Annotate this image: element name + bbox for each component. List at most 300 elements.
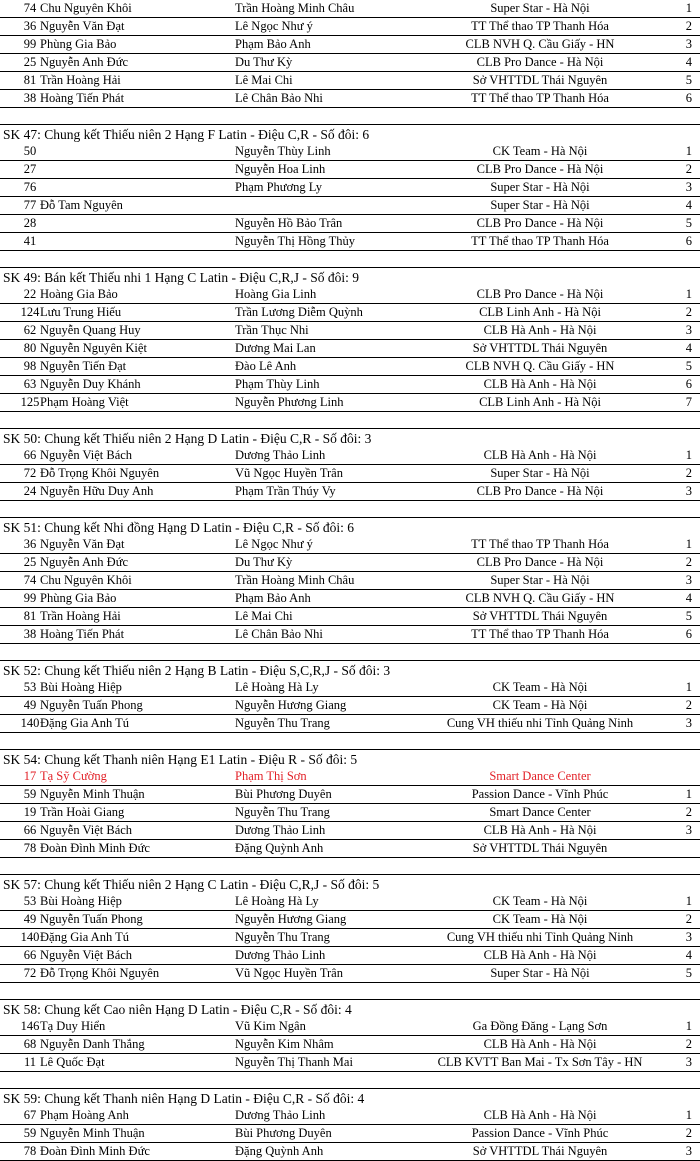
result-row — [0, 447, 700, 465]
male-dancer-name: Nguyễn Minh Thuận — [40, 1126, 145, 1140]
female-dancer-name: Trần Lương Diễm Quỳnh — [235, 305, 363, 319]
club-name: CLB Pro Dance - Hà Nội — [476, 216, 604, 230]
club-name: Passion Dance - Vĩnh Phúc — [471, 1126, 609, 1140]
rank-value: 5 — [685, 73, 692, 87]
rank-value: 1 — [685, 894, 692, 908]
couple-number: 81 — [23, 73, 37, 87]
rank-value: 2 — [685, 1037, 692, 1051]
event-header — [0, 660, 700, 679]
section-gap — [0, 1072, 700, 1088]
couple-number: 24 — [23, 484, 37, 498]
couple-number: 25 — [23, 555, 37, 569]
club-name: CLB KVTT Ban Mai - Tx Sơn Tây - HN — [437, 1055, 643, 1069]
result-row — [0, 536, 700, 554]
event-section — [0, 999, 700, 1072]
result-row — [0, 911, 700, 929]
rank-value: 1 — [685, 144, 692, 158]
result-row — [0, 608, 700, 626]
female-dancer-name: Lê Ngọc Như ý — [235, 19, 313, 33]
rank-value: 1 — [685, 448, 692, 462]
female-dancer-name: Du Thư Kỳ — [235, 555, 293, 569]
club-name: Super Star - Hà Nội — [490, 966, 590, 980]
club-name: CLB NVH Q. Cầu Giấy - HN — [465, 37, 615, 51]
female-dancer-name: Đặng Quỳnh Anh — [235, 1144, 324, 1158]
event-title: SK 51: Chung kết Nhi đồng Hạng D Latin - Điệu C,R - Số đôi: 6 — [3, 520, 354, 535]
male-dancer-name: Hoàng Tiến Phát — [40, 627, 125, 641]
club-name: CLB Hà Anh - Hà Nội — [483, 323, 597, 337]
male-dancer-name: Nguyễn Văn Đạt — [40, 19, 125, 33]
rank-value: 6 — [685, 627, 692, 641]
couple-number: 49 — [23, 912, 37, 926]
couple-number: 25 — [23, 55, 37, 69]
female-dancer-name: Dương Thảo Linh — [235, 823, 326, 837]
result-row — [0, 340, 700, 358]
club-name: CLB Hà Anh - Hà Nội — [483, 823, 597, 837]
result-row — [0, 143, 700, 161]
event-section — [0, 0, 700, 108]
club-name: Super Star - Hà Nội — [490, 573, 590, 587]
section-gap — [0, 108, 700, 124]
event-section — [0, 749, 700, 858]
couple-number: 66 — [23, 823, 37, 837]
male-dancer-name: Trần Hoài Giang — [40, 805, 125, 819]
section-gap — [0, 858, 700, 874]
rank-value: 5 — [685, 609, 692, 623]
result-row — [0, 697, 700, 715]
couple-number: 140 — [20, 716, 40, 730]
rank-value: 1 — [685, 1, 692, 15]
event-title: SK 59: Chung kết Thanh niên Hạng D Latin - Điệu C,R - Số đôi: 4 — [3, 1091, 365, 1106]
event-section — [0, 1088, 700, 1161]
rank-value: 6 — [685, 234, 692, 248]
rank-value: 3 — [685, 823, 692, 837]
male-dancer-name: Nguyễn Việt Bách — [40, 948, 133, 962]
result-row — [0, 197, 700, 215]
event-header — [0, 517, 700, 536]
couple-number: 72 — [23, 966, 37, 980]
result-row — [0, 893, 700, 911]
couple-number: 78 — [23, 841, 37, 855]
female-dancer-name: Trần Thục Nhi — [235, 323, 309, 337]
club-name: CLB NVH Q. Cầu Giấy - HN — [465, 359, 615, 373]
couple-number: 19 — [23, 805, 37, 819]
club-name: TT Thể thao TP Thanh Hóa — [471, 234, 609, 248]
club-name: CLB Hà Anh - Hà Nội — [483, 948, 597, 962]
female-dancer-name: Phạm Trần Thúy Vy — [235, 484, 336, 498]
result-row — [0, 1125, 700, 1143]
female-dancer-name: Vũ Ngọc Huyền Trân — [235, 966, 343, 980]
club-name: CLB NVH Q. Cầu Giấy - HN — [465, 591, 615, 605]
couple-number: 140 — [20, 930, 40, 944]
couple-number: 68 — [23, 1037, 37, 1051]
female-dancer-name: Bùi Phương Duyên — [235, 1126, 332, 1140]
rank-value: 2 — [685, 1126, 692, 1140]
rank-value: 3 — [685, 930, 692, 944]
couple-number: 80 — [23, 341, 37, 355]
result-row — [0, 322, 700, 340]
rank-value: 6 — [685, 377, 692, 391]
male-dancer-name: Đặng Gia Anh Tú — [40, 930, 129, 944]
rank-value: 2 — [685, 466, 692, 480]
result-row — [0, 233, 700, 251]
female-dancer-name: Lê Ngọc Như ý — [235, 537, 313, 551]
female-dancer-name: Phạm Phương Ly — [235, 180, 323, 194]
result-row — [0, 929, 700, 947]
female-dancer-name: Nguyễn Hương Giang — [235, 912, 347, 926]
couple-number: 59 — [23, 787, 37, 801]
result-row — [0, 0, 700, 18]
rank-value: 1 — [685, 287, 692, 301]
female-dancer-name: Nguyễn Hồ Bảo Trân — [235, 216, 343, 230]
couple-number: 22 — [23, 287, 37, 301]
female-dancer-name: Lê Mai Chi — [235, 609, 293, 623]
result-row — [0, 947, 700, 965]
club-name: CLB Hà Anh - Hà Nội — [483, 1037, 597, 1051]
event-title: SK 54: Chung kết Thanh niên Hạng E1 Latin - Điệu R - Số đôi: 5 — [3, 752, 358, 767]
club-name: CK Team - Hà Nội — [492, 912, 588, 926]
rank-value: 3 — [685, 323, 692, 337]
male-dancer-name: Nguyễn Quang Huy — [40, 323, 141, 337]
male-dancer-name: Đỗ Trọng Khôi Nguyên — [40, 466, 160, 480]
female-dancer-name: Dương Mai Lan — [235, 341, 316, 355]
male-dancer-name: Nguyễn Minh Thuận — [40, 787, 145, 801]
club-name: CLB Hà Anh - Hà Nội — [483, 1108, 597, 1122]
couple-number: 125 — [20, 395, 40, 409]
result-row — [0, 304, 700, 322]
club-name: Passion Dance - Vĩnh Phúc — [471, 787, 609, 801]
club-name: CK Team - Hà Nội — [492, 698, 588, 712]
female-dancer-name: Nguyễn Kim Nhâm — [235, 1037, 334, 1051]
couple-number: 99 — [23, 37, 37, 51]
male-dancer-name: Đỗ Trọng Khôi Nguyên — [40, 966, 160, 980]
club-name: CLB Pro Dance - Hà Nội — [476, 287, 604, 301]
rank-value: 3 — [685, 180, 692, 194]
rank-value: 4 — [685, 198, 692, 212]
female-dancer-name: Nguyễn Hương Giang — [235, 698, 347, 712]
rank-value: 2 — [685, 162, 692, 176]
club-name: CLB Hà Anh - Hà Nội — [483, 448, 597, 462]
couple-number: 74 — [23, 1, 37, 15]
rank-value: 1 — [685, 787, 692, 801]
rank-value: 7 — [685, 395, 692, 409]
club-name: Sở VHTTDL Thái Nguyên — [472, 841, 608, 855]
female-dancer-name: Phạm Thị Sơn — [235, 769, 307, 783]
club-name: Ga Đồng Đăng - Lạng Sơn — [472, 1019, 608, 1033]
rank-value: 2 — [685, 555, 692, 569]
male-dancer-name: Nguyễn Hữu Duy Anh — [40, 484, 154, 498]
male-dancer-name: Đỗ Tam Nguyên — [40, 198, 123, 212]
female-dancer-name: Phạm Thùy Linh — [235, 377, 320, 391]
club-name: TT Thể thao TP Thanh Hóa — [471, 91, 609, 105]
rank-value: 2 — [685, 912, 692, 926]
club-name: CLB Linh Anh - Hà Nội — [479, 395, 601, 409]
couple-number: 76 — [23, 180, 37, 194]
female-dancer-name: Bùi Phương Duyên — [235, 787, 332, 801]
female-dancer-name: Nguyễn Thu Trang — [235, 930, 330, 944]
couple-number: 36 — [23, 537, 37, 551]
female-dancer-name: Dương Thảo Linh — [235, 948, 326, 962]
female-dancer-name: Lê Hoàng Hà Ly — [235, 680, 319, 694]
section-gap — [0, 501, 700, 517]
female-dancer-name: Lê Chân Bảo Nhi — [235, 627, 323, 641]
rank-value: 2 — [685, 805, 692, 819]
female-dancer-name: Đặng Quỳnh Anh — [235, 841, 324, 855]
result-row — [0, 36, 700, 54]
couple-number: 66 — [23, 448, 37, 462]
rank-value: 1 — [685, 537, 692, 551]
result-row — [0, 90, 700, 108]
male-dancer-name: Trần Hoàng Hải — [40, 609, 121, 623]
section-gap — [0, 733, 700, 749]
female-dancer-name: Lê Mai Chi — [235, 73, 293, 87]
rank-value: 3 — [685, 1144, 692, 1158]
club-name: Smart Dance Center — [489, 805, 591, 819]
result-row — [0, 626, 700, 644]
rank-value: 2 — [685, 19, 692, 33]
result-row — [0, 376, 700, 394]
couple-number: 17 — [23, 769, 37, 783]
couple-number: 36 — [23, 19, 37, 33]
couple-number: 78 — [23, 1144, 37, 1158]
couple-number: 99 — [23, 591, 37, 605]
male-dancer-name: Lưu Trung Hiếu — [40, 305, 122, 319]
club-name: TT Thể thao TP Thanh Hóa — [471, 537, 609, 551]
result-row — [0, 715, 700, 733]
result-row — [0, 179, 700, 197]
event-title: SK 57: Chung kết Thiếu niên 2 Hạng C Latin - Điệu C,R,J - Số đôi: 5 — [3, 877, 380, 892]
club-name: Super Star - Hà Nội — [490, 466, 590, 480]
result-row — [0, 1054, 700, 1072]
rank-value: 1 — [685, 680, 692, 694]
result-row — [0, 54, 700, 72]
male-dancer-name: Phùng Gia Bảo — [40, 37, 117, 51]
rank-value: 1 — [685, 1108, 692, 1122]
male-dancer-name: Bùi Hoàng Hiệp — [40, 680, 122, 694]
female-dancer-name: Vũ Kim Ngân — [235, 1019, 306, 1033]
female-dancer-name: Đào Lê Anh — [235, 359, 297, 373]
rank-value: 3 — [685, 1055, 692, 1069]
couple-number: 74 — [23, 573, 37, 587]
rank-value: 4 — [685, 591, 692, 605]
couple-number: 59 — [23, 1126, 37, 1140]
event-section — [0, 428, 700, 501]
result-row — [0, 161, 700, 179]
female-dancer-name: Hoàng Gia Linh — [235, 287, 317, 301]
club-name: Sở VHTTDL Thái Nguyên — [472, 1144, 608, 1158]
result-row — [0, 483, 700, 501]
couple-number: 81 — [23, 609, 37, 623]
rank-value: 5 — [685, 359, 692, 373]
result-row — [0, 554, 700, 572]
rank-value: 3 — [685, 484, 692, 498]
club-name: Cung VH thiếu nhi Tỉnh Quảng Ninh — [446, 930, 634, 944]
result-row — [0, 965, 700, 983]
female-dancer-name: Nguyễn Thị Hồng Thủy — [235, 234, 356, 248]
event-header — [0, 428, 700, 447]
event-section — [0, 124, 700, 251]
event-section — [0, 517, 700, 644]
male-dancer-name: Nguyễn Việt Bách — [40, 823, 133, 837]
club-name: CLB Hà Anh - Hà Nội — [483, 377, 597, 391]
result-row — [0, 679, 700, 697]
female-dancer-name: Nguyễn Thùy Linh — [235, 144, 331, 158]
male-dancer-name: Phạm Hoàng Việt — [40, 395, 129, 409]
male-dancer-name: Đoàn Đình Minh Đức — [40, 1144, 150, 1158]
club-name: CLB Pro Dance - Hà Nội — [476, 55, 604, 69]
event-section — [0, 267, 700, 412]
couple-number: 66 — [23, 948, 37, 962]
couple-number: 77 — [23, 198, 37, 212]
result-row — [0, 1143, 700, 1161]
club-name: Cung VH thiếu nhi Tỉnh Quảng Ninh — [446, 716, 634, 730]
male-dancer-name: Phùng Gia Bảo — [40, 591, 117, 605]
couple-number: 124 — [20, 305, 40, 319]
result-row — [0, 590, 700, 608]
male-dancer-name: Nguyễn Văn Đạt — [40, 537, 125, 551]
female-dancer-name: Nguyễn Phương Linh — [235, 395, 344, 409]
section-gap — [0, 983, 700, 999]
male-dancer-name: Tạ Duy Hiển — [40, 1019, 106, 1033]
male-dancer-name: Chu Nguyên Khôi — [40, 573, 132, 587]
club-name: Sở VHTTDL Thái Nguyên — [472, 341, 608, 355]
result-row — [0, 18, 700, 36]
event-header — [0, 267, 700, 286]
couple-number: 27 — [23, 162, 37, 176]
couple-number: 50 — [23, 144, 37, 158]
couple-number: 28 — [23, 216, 37, 230]
club-name: Super Star - Hà Nội — [490, 198, 590, 212]
couple-number: 53 — [23, 680, 37, 694]
event-title: SK 52: Chung kết Thiếu niên 2 Hạng B Latin - Điệu S,C,R,J - Số đôi: 3 — [3, 663, 391, 678]
club-name: CLB Linh Anh - Hà Nội — [479, 305, 601, 319]
female-dancer-name: Trần Hoàng Minh Châu — [235, 1, 355, 15]
male-dancer-name: Nguyễn Anh Đức — [40, 555, 129, 569]
couple-number: 53 — [23, 894, 37, 908]
event-header — [0, 999, 700, 1018]
event-title: SK 58: Chung kết Cao niên Hạng D Latin - Điệu C,R - Số đôi: 4 — [3, 1002, 352, 1017]
couple-number: 11 — [23, 1055, 37, 1069]
female-dancer-name: Nguyễn Hoa Linh — [235, 162, 326, 176]
club-name: CK Team - Hà Nội — [492, 680, 588, 694]
club-name: Super Star - Hà Nội — [490, 1, 590, 15]
male-dancer-name: Đặng Gia Anh Tú — [40, 716, 129, 730]
female-dancer-name: Nguyễn Thị Thanh Mai — [235, 1055, 353, 1069]
section-gap — [0, 412, 700, 428]
couple-number: 72 — [23, 466, 37, 480]
rank-value: 4 — [685, 948, 692, 962]
club-name: Sở VHTTDL Thái Nguyên — [472, 609, 608, 623]
result-row — [0, 465, 700, 483]
result-row — [0, 786, 700, 804]
club-name: TT Thể thao TP Thanh Hóa — [471, 19, 609, 33]
section-gap — [0, 251, 700, 267]
male-dancer-name: Nguyễn Duy Khánh — [40, 377, 141, 391]
club-name: Sở VHTTDL Thái Nguyên — [472, 73, 608, 87]
result-row — [0, 72, 700, 90]
male-dancer-name: Nguyễn Tiến Đạt — [40, 359, 127, 373]
club-name: CLB Pro Dance - Hà Nội — [476, 162, 604, 176]
female-dancer-name: Trần Hoàng Minh Châu — [235, 573, 355, 587]
male-dancer-name: Nguyễn Việt Bách — [40, 448, 133, 462]
club-name: Smart Dance Center — [489, 769, 591, 783]
event-section — [0, 874, 700, 983]
couple-number: 98 — [23, 359, 37, 373]
event-title: SK 47: Chung kết Thiếu niên 2 Hạng F Latin - Điệu C,R - Số đôi: 6 — [3, 127, 370, 142]
male-dancer-name: Nguyễn Tuấn Phong — [40, 698, 143, 712]
female-dancer-name: Lê Hoàng Hà Ly — [235, 894, 319, 908]
result-row — [0, 358, 700, 376]
couple-number: 146 — [20, 1019, 40, 1033]
male-dancer-name: Hoàng Gia Bảo — [40, 287, 118, 301]
rank-value: 2 — [685, 305, 692, 319]
rank-value: 1 — [685, 1019, 692, 1033]
male-dancer-name: Trần Hoàng Hải — [40, 73, 121, 87]
event-header — [0, 749, 700, 768]
event-header — [0, 124, 700, 143]
male-dancer-name: Tạ Sỹ Cường — [40, 769, 107, 783]
club-name: CK Team - Hà Nội — [492, 144, 588, 158]
event-title: SK 49: Bán kết Thiếu nhi 1 Hạng C Latin - Điệu C,R,J - Số đôi: 9 — [3, 270, 359, 285]
female-dancer-name: Dương Thảo Linh — [235, 1108, 326, 1122]
female-dancer-name: Dương Thảo Linh — [235, 448, 326, 462]
female-dancer-name: Nguyễn Thu Trang — [235, 716, 330, 730]
club-name: Super Star - Hà Nội — [490, 180, 590, 194]
event-title: SK 50: Chung kết Thiếu niên 2 Hạng D Latin - Điệu C,R - Số đôi: 3 — [3, 431, 372, 446]
male-dancer-name: Đoàn Đình Minh Đức — [40, 841, 150, 855]
result-row — [0, 768, 700, 786]
female-dancer-name: Vũ Ngọc Huyền Trân — [235, 466, 343, 480]
rank-value: 6 — [685, 91, 692, 105]
male-dancer-name: Phạm Hoàng Anh — [40, 1108, 129, 1122]
male-dancer-name: Chu Nguyên Khôi — [40, 1, 132, 15]
result-row — [0, 1036, 700, 1054]
male-dancer-name: Nguyễn Tuấn Phong — [40, 912, 143, 926]
club-name: TT Thể thao TP Thanh Hóa — [471, 627, 609, 641]
result-row — [0, 215, 700, 233]
event-header — [0, 874, 700, 893]
couple-number: 49 — [23, 698, 37, 712]
result-row — [0, 804, 700, 822]
rank-value: 3 — [685, 37, 692, 51]
result-row — [0, 286, 700, 304]
rank-value: 3 — [685, 716, 692, 730]
male-dancer-name: Hoàng Tiến Phát — [40, 91, 125, 105]
female-dancer-name: Nguyễn Thu Trang — [235, 805, 330, 819]
club-name: CLB Pro Dance - Hà Nội — [476, 484, 604, 498]
male-dancer-name: Lê Quốc Đạt — [40, 1055, 105, 1069]
couple-number: 38 — [23, 91, 37, 105]
event-section — [0, 660, 700, 733]
club-name: CK Team - Hà Nội — [492, 894, 588, 908]
rank-value: 5 — [685, 216, 692, 230]
female-dancer-name: Phạm Bảo Anh — [235, 37, 311, 51]
male-dancer-name: Nguyễn Danh Thắng — [40, 1037, 145, 1051]
club-name: CLB Pro Dance - Hà Nội — [476, 555, 604, 569]
male-dancer-name: Bùi Hoàng Hiệp — [40, 894, 122, 908]
result-row — [0, 1107, 700, 1125]
couple-number: 38 — [23, 627, 37, 641]
male-dancer-name: Nguyễn Anh Đức — [40, 55, 129, 69]
couple-number: 62 — [23, 323, 37, 337]
female-dancer-name: Phạm Bảo Anh — [235, 591, 311, 605]
rank-value: 3 — [685, 573, 692, 587]
result-row — [0, 572, 700, 590]
rank-value: 5 — [685, 966, 692, 980]
female-dancer-name: Du Thư Kỳ — [235, 55, 293, 69]
couple-number: 41 — [23, 234, 37, 248]
rank-value: 4 — [685, 341, 692, 355]
couple-number: 67 — [23, 1108, 37, 1122]
